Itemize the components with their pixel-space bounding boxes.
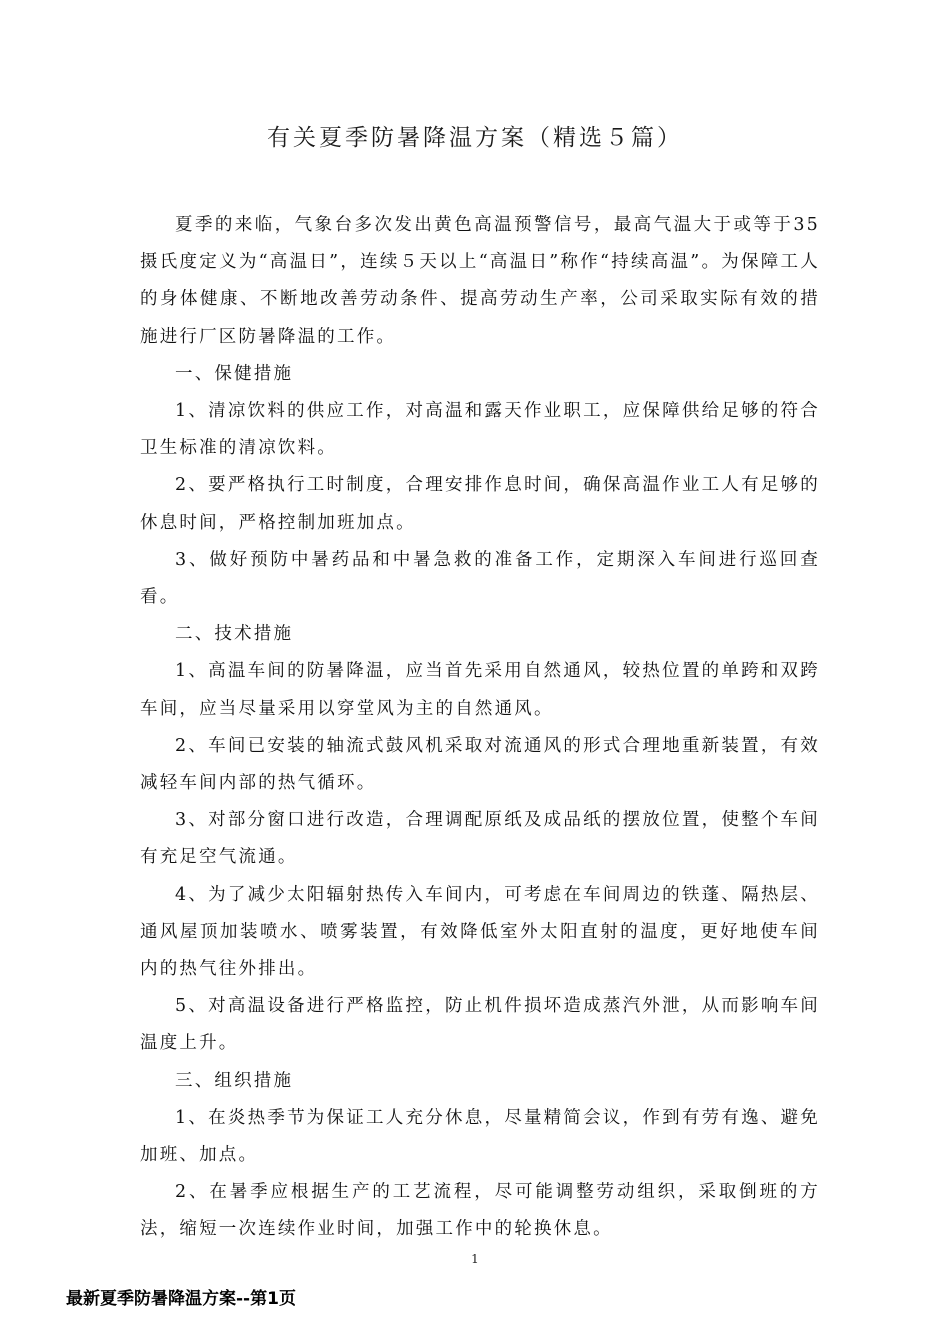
intro-paragraph: 夏季的来临，气象台多次发出黄色高温预警信号，最高气温大于或等于35摄氏度定义为“高温日”，连续５天以上“高温日”称作“持续高温”。为保障工人的身体健康、不断地改善劳动条件、提高劳动生产率，公司采取实际有效的措施进行厂区防暑降温的工作。 [140, 215, 820, 347]
health-item-3: 3、做好预防中暑药品和中暑急救的准备工作，定期深入车间进行巡回查看。 [140, 549, 820, 608]
technical-item-1: 1、高温车间的防暑降温，应当首先采用自然通风，较热位置的单跨和双跨车间，应当尽量采用以穿堂风为主的自然通风。 [140, 661, 820, 719]
organization-item-1: 1、在炎热季节为保证工人充分休息，尽量精简会议，作到有劳有逸、避免加班、加点。 [140, 1107, 820, 1166]
section-heading-health: 一、保健措施 [175, 363, 294, 384]
page-footer: 最新夏季防暑降温方案--第1页 [66, 1289, 296, 1309]
document-title: 有关夏季防暑降温方案（精选５篇） [267, 125, 683, 151]
organization-item-2: 2、在暑季应根据生产的工艺流程，尽可能调整劳动组织，采取倒班的方法，缩短一次连续作业时间，加强工作中的轮换休息。 [140, 1182, 820, 1240]
technical-item-5: 5、对高温设备进行严格监控，防止机件损坏造成蒸汽外泄，从而影响车间温度上升。 [140, 996, 820, 1054]
health-item-1: 1、清凉饮料的供应工作，对高温和露天作业职工，应保障供给足够的符合卫生标准的清凉饮料。 [140, 401, 820, 459]
health-item-2: 2、要严格执行工时制度，合理安排作息时间，确保高温作业工人有足够的休息时间，严格控制加班加点。 [140, 475, 820, 533]
document-body [140, 207, 820, 1249]
technical-item-3: 3、对部分窗口进行改造，合理调配原纸及成品纸的摆放位置，使整个车间有充足空气流通。 [140, 810, 820, 868]
section-heading-organization: 三、组织措施 [175, 1070, 294, 1091]
technical-item-4: 4、为了减少太阳辐射热传入车间内，可考虑在车间周边的铁蓬、隔热层、通风屋顶加装喷水、喷雾装置，有效降低室外太阳直射的温度，更好地使车间内的热气往外排出。 [140, 884, 820, 980]
section-heading-technical: 二、技术措施 [175, 624, 294, 645]
technical-item-2: 2、车间已安装的轴流式鼓风机采取对流通风的形式合理地重新装置，有效减轻车间内部的热气循环。 [140, 735, 820, 794]
page-number: 1 [471, 1252, 479, 1266]
